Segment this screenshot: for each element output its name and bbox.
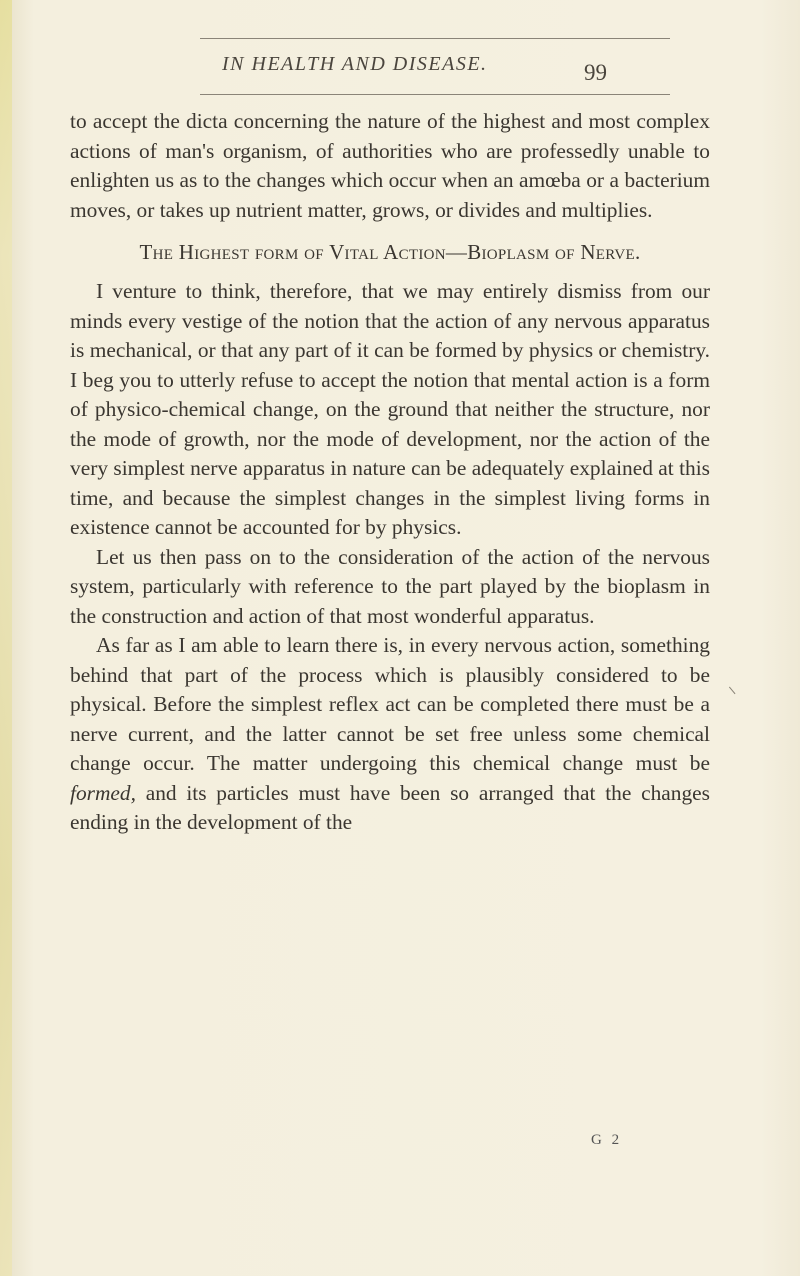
page-number: 99 bbox=[584, 60, 607, 85]
paragraph bbox=[70, 631, 710, 838]
paragraph-text: As far as I am able to learn there is, in every nervous action, something behind that part of the process which is plausibly considered to be physical. Before the simplest reflex act can be completed there must be a nerve current, and the latter cannot be set free unless some chemical change occur. The matter undergoing this chemical change must be bbox=[70, 633, 710, 775]
header-rule-top bbox=[200, 38, 670, 39]
emphasis: formed, bbox=[70, 780, 136, 805]
paragraph: I venture to think, therefore, that we may entirely dismiss from our minds every vestige of the notion that the action of any nervous apparatus is mechanical, or that any part of it can be formed by physics or chemistry. I beg you to utterly refuse to accept the notion that mental action is a form of physico-chemical change, on the ground that neither the structure, nor the mode of growth, nor the mode of development, nor the action of the very simplest nerve apparatus in nature can be adequately explained at this time, and because the simplest changes in the simplest living forms in existence cannot be accounted for by physics. bbox=[70, 279, 710, 539]
paragraph: Let us then pass on to the consideration of the action of the nervous system, particularly with reference to the part played by the bioplasm in the construction and action of that most wonderful apparatus. bbox=[70, 544, 710, 628]
signature-mark: G 2 bbox=[591, 1132, 623, 1148]
margin-mark bbox=[729, 683, 740, 694]
paragraph-continued: to accept the dicta concerning the nature of the highest and most complex actions of man's organism, of authorities who are professedly unable to enlighten us as to the changes which occur when an amœba or a bacterium moves, or takes up nutrient matter, grows, or divides and multiplies. bbox=[70, 109, 710, 222]
running-head: IN HEALTH AND DISEASE. bbox=[222, 53, 488, 75]
section-heading: The Highest form of Vital Action—Bioplasm of Nerve. bbox=[139, 240, 641, 264]
page-edge bbox=[0, 0, 12, 1276]
paragraph-text: and its particles must have been so arranged that the changes ending in the development of the bbox=[70, 780, 710, 834]
page-body bbox=[70, 107, 710, 838]
header-rule-bottom bbox=[200, 94, 670, 95]
